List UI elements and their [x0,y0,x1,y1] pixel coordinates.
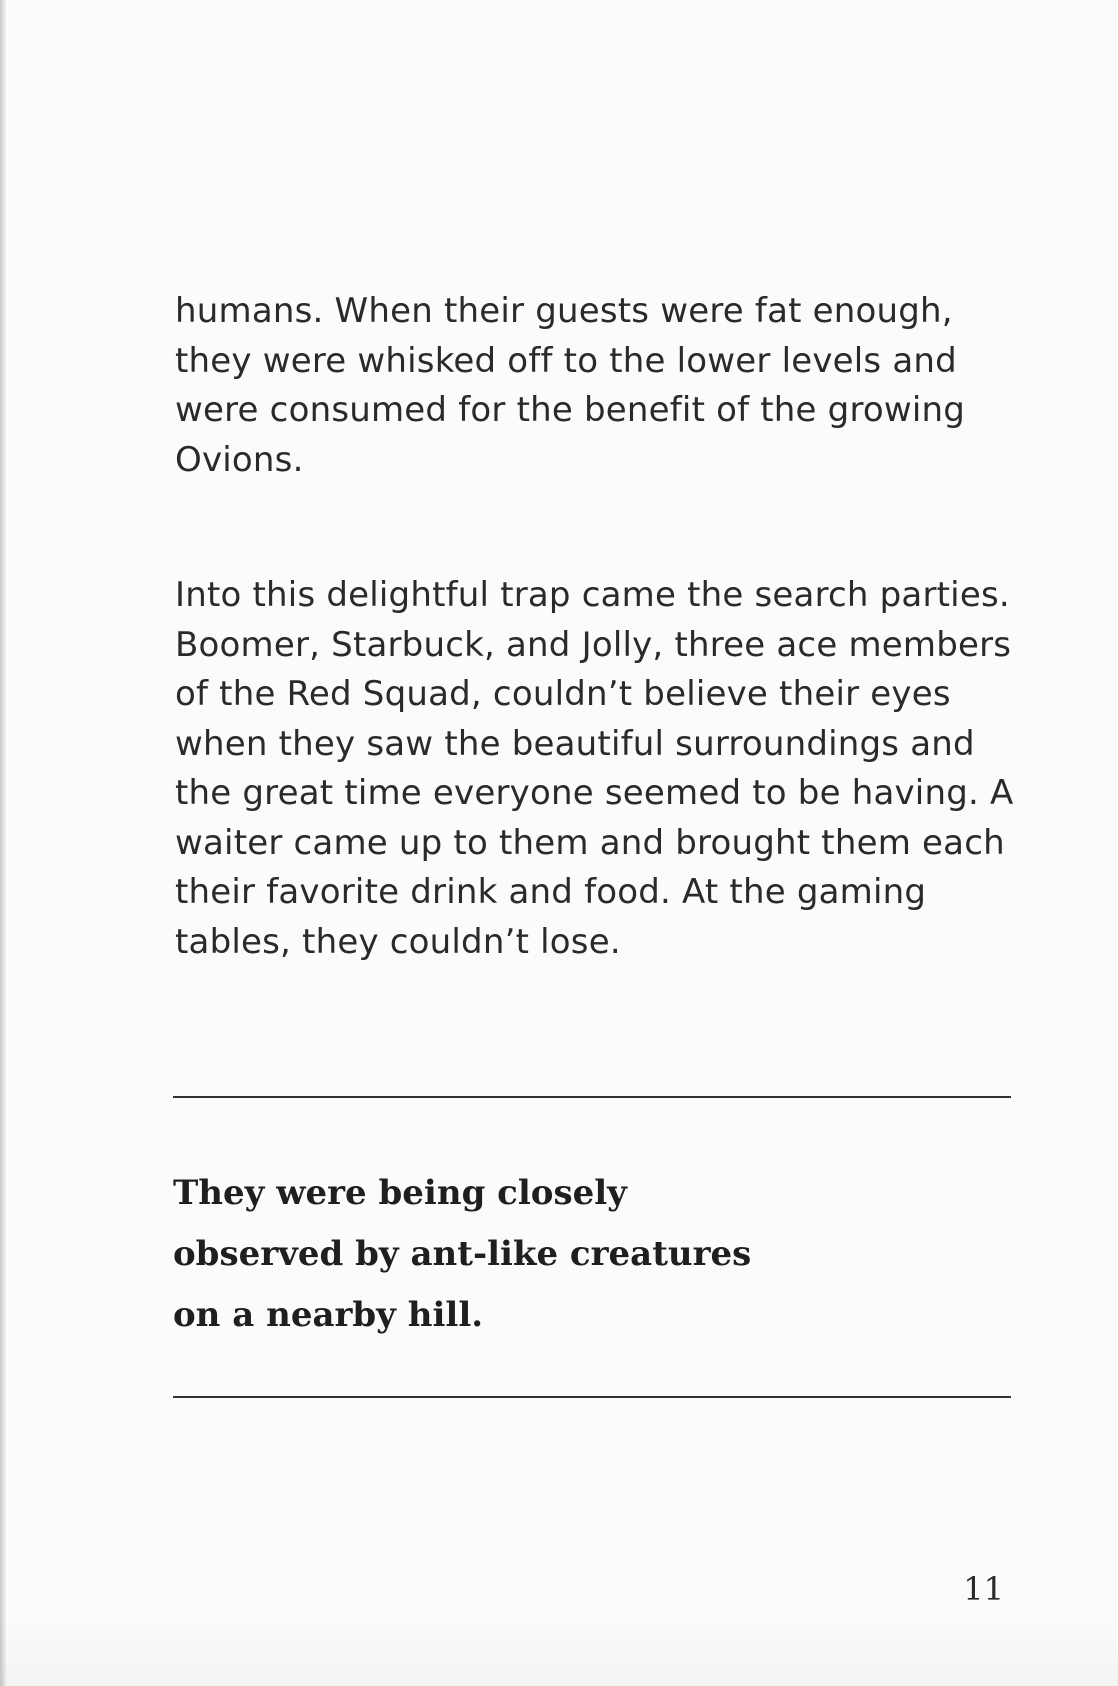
paragraph-line: Boomer, Starbuck, and Jolly, three ace members [175,624,1012,665]
paragraph-line: the great time everyone seemed to be having. A [175,773,1014,813]
caption-bottom-rule [173,1396,1011,1398]
paragraph-line: tables, they couldn’t lose. [175,921,621,962]
paragraph-2 [175,571,1035,967]
paragraph-line: when they saw the beautiful surroundings and [175,723,975,764]
paragraph-line: their favorite drink and food. At the gaming [175,872,927,912]
paragraph-line: they were whisked off to the lower levels and [175,340,957,381]
paragraph-line: Into this delightful trap came the search parties. [175,575,1010,615]
page-bottom-shade [0,1616,1118,1686]
paragraph-line: humans. When their guests were fat enough, [175,291,953,331]
caption-line: on a nearby hill. [173,1295,484,1335]
paragraph-line: Ovions. [175,439,304,480]
illustration-caption [173,1163,1013,1346]
page-number: 11 [963,1570,1004,1608]
paragraph-line: were consumed for the benefit of the growing [175,390,966,430]
paragraph-line: of the Red Squad, couldn’t believe their eyes [175,674,951,714]
paragraph-line: waiter came up to them and brought them each [175,822,1005,863]
caption-line: observed by ant-like creatures [173,1234,752,1274]
paragraph-1 [175,287,1035,485]
caption-top-rule [173,1096,1011,1098]
page-edge-shadow [0,0,6,1686]
caption-line: They were being closely [173,1173,627,1213]
